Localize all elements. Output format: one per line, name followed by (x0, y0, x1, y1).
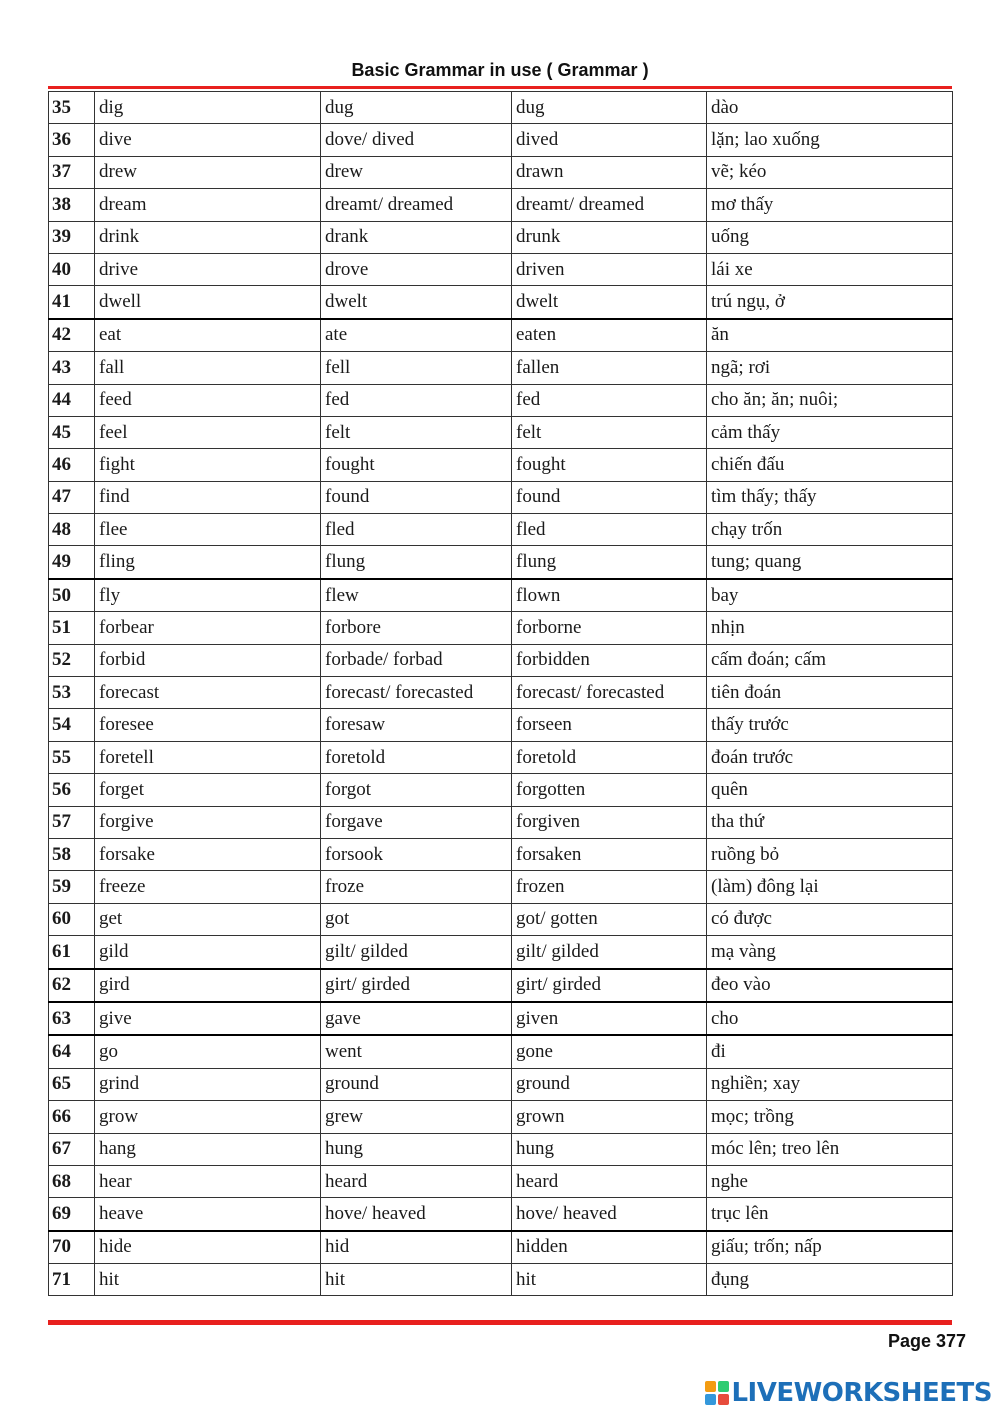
base-form-cell: drew (95, 156, 321, 188)
past-simple-cell: drank (321, 221, 512, 253)
past-participle-cell: hit (512, 1264, 707, 1296)
row-number-cell: 50 (49, 579, 95, 612)
past-participle-cell: hung (512, 1133, 707, 1165)
meaning-cell: bay (707, 579, 953, 612)
row-number-cell: 64 (49, 1035, 95, 1068)
past-simple-cell: froze (321, 871, 512, 903)
past-participle-cell: drunk (512, 221, 707, 253)
row-number-cell: 54 (49, 709, 95, 741)
row-number-cell: 68 (49, 1165, 95, 1197)
row-number-cell: 35 (49, 92, 95, 124)
meaning-cell: uống (707, 221, 953, 253)
row-number-cell: 62 (49, 969, 95, 1002)
base-form-cell: drink (95, 221, 321, 253)
past-participle-cell: gilt/ gilded (512, 936, 707, 969)
base-form-cell: forsake (95, 838, 321, 870)
row-number-cell: 60 (49, 903, 95, 935)
past-simple-cell: felt (321, 416, 512, 448)
past-simple-cell: went (321, 1035, 512, 1068)
row-number-cell: 55 (49, 741, 95, 773)
base-form-cell: drive (95, 253, 321, 285)
table-row (49, 546, 953, 579)
row-number-cell: 66 (49, 1101, 95, 1133)
past-participle-cell: forsaken (512, 838, 707, 870)
past-simple-cell: hid (321, 1231, 512, 1264)
past-simple-cell: gilt/ gilded (321, 936, 512, 969)
meaning-cell: dào (707, 92, 953, 124)
past-simple-cell: foretold (321, 741, 512, 773)
table-row (49, 579, 953, 612)
past-participle-cell: foretold (512, 741, 707, 773)
past-participle-cell: felt (512, 416, 707, 448)
table-row (49, 286, 953, 319)
meaning-cell: thấy trước (707, 709, 953, 741)
past-participle-cell: hove/ heaved (512, 1198, 707, 1231)
table-row (49, 612, 953, 644)
past-participle-cell: dreamt/ dreamed (512, 189, 707, 221)
past-participle-cell: fled (512, 514, 707, 546)
meaning-cell: giấu; trốn; nấp (707, 1231, 953, 1264)
past-simple-cell: got (321, 903, 512, 935)
past-simple-cell: forgave (321, 806, 512, 838)
table-row (49, 319, 953, 352)
past-simple-cell: hit (321, 1264, 512, 1296)
base-form-cell: hide (95, 1231, 321, 1264)
past-participle-cell: forseen (512, 709, 707, 741)
meaning-cell: tìm thấy; thấy (707, 481, 953, 513)
past-participle-cell: fought (512, 449, 707, 481)
row-number-cell: 40 (49, 253, 95, 285)
meaning-cell: mọc; trồng (707, 1101, 953, 1133)
base-form-cell: fling (95, 546, 321, 579)
row-number-cell: 58 (49, 838, 95, 870)
table-row (49, 741, 953, 773)
past-simple-cell: grew (321, 1101, 512, 1133)
past-participle-cell: hidden (512, 1231, 707, 1264)
base-form-cell: dive (95, 124, 321, 156)
base-form-cell: grow (95, 1101, 321, 1133)
row-number-cell: 36 (49, 124, 95, 156)
table-row (49, 871, 953, 903)
past-participle-cell: got/ gotten (512, 903, 707, 935)
meaning-cell: ngã; rơi (707, 352, 953, 384)
past-participle-cell: flung (512, 546, 707, 579)
row-number-cell: 46 (49, 449, 95, 481)
past-simple-cell: forgot (321, 774, 512, 806)
past-simple-cell: gave (321, 1002, 512, 1035)
past-simple-cell: drove (321, 253, 512, 285)
base-form-cell: get (95, 903, 321, 935)
meaning-cell: cho (707, 1002, 953, 1035)
past-simple-cell: flung (321, 546, 512, 579)
table-row (49, 806, 953, 838)
meaning-cell: mạ vàng (707, 936, 953, 969)
base-form-cell: flee (95, 514, 321, 546)
past-participle-cell: dived (512, 124, 707, 156)
meaning-cell: nghe (707, 1165, 953, 1197)
table-row (49, 221, 953, 253)
row-number-cell: 69 (49, 1198, 95, 1231)
row-number-cell: 70 (49, 1231, 95, 1264)
base-form-cell: freeze (95, 871, 321, 903)
row-number-cell: 44 (49, 384, 95, 416)
table-row (49, 253, 953, 285)
past-simple-cell: drew (321, 156, 512, 188)
past-simple-cell: heard (321, 1165, 512, 1197)
past-participle-cell: forbidden (512, 644, 707, 676)
row-number-cell: 57 (49, 806, 95, 838)
base-form-cell: feel (95, 416, 321, 448)
table-row (49, 1264, 953, 1296)
table-row (49, 1068, 953, 1100)
meaning-cell: đụng (707, 1264, 953, 1296)
past-participle-cell: dug (512, 92, 707, 124)
past-participle-cell: dwelt (512, 286, 707, 319)
irregular-verbs-table (48, 91, 953, 1296)
row-number-cell: 59 (49, 871, 95, 903)
past-simple-cell: forecast/ forecasted (321, 677, 512, 709)
table-row (49, 1133, 953, 1165)
meaning-cell: lặn; lao xuống (707, 124, 953, 156)
table-row (49, 1165, 953, 1197)
past-simple-cell: dreamt/ dreamed (321, 189, 512, 221)
past-simple-cell: ate (321, 319, 512, 352)
meaning-cell: mơ thấy (707, 189, 953, 221)
table-row (49, 416, 953, 448)
base-form-cell: find (95, 481, 321, 513)
past-participle-cell: driven (512, 253, 707, 285)
meaning-cell: đi (707, 1035, 953, 1068)
past-participle-cell: given (512, 1002, 707, 1035)
base-form-cell: feed (95, 384, 321, 416)
table-row (49, 124, 953, 156)
row-number-cell: 48 (49, 514, 95, 546)
base-form-cell: hit (95, 1264, 321, 1296)
table-row (49, 1035, 953, 1068)
past-simple-cell: hung (321, 1133, 512, 1165)
table-row (49, 677, 953, 709)
row-number-cell: 65 (49, 1068, 95, 1100)
table-row (49, 1198, 953, 1231)
past-participle-cell: forgiven (512, 806, 707, 838)
past-participle-cell: flown (512, 579, 707, 612)
past-participle-cell: gone (512, 1035, 707, 1068)
past-simple-cell: dwelt (321, 286, 512, 319)
liveworksheets-logo[interactable] (705, 1376, 992, 1410)
base-form-cell: hear (95, 1165, 321, 1197)
footer-rule (48, 1320, 952, 1325)
table-row (49, 903, 953, 935)
brand-name: LIVEWORKSHEETS (731, 1378, 992, 1408)
past-simple-cell: fled (321, 514, 512, 546)
base-form-cell: go (95, 1035, 321, 1068)
meaning-cell: cấm đoán; cấm (707, 644, 953, 676)
table-row (49, 936, 953, 969)
row-number-cell: 67 (49, 1133, 95, 1165)
past-participle-cell: drawn (512, 156, 707, 188)
meaning-cell: (làm) đông lại (707, 871, 953, 903)
row-number-cell: 63 (49, 1002, 95, 1035)
base-form-cell: hang (95, 1133, 321, 1165)
base-form-cell: dream (95, 189, 321, 221)
row-number-cell: 53 (49, 677, 95, 709)
past-simple-cell: hove/ heaved (321, 1198, 512, 1231)
meaning-cell: lái xe (707, 253, 953, 285)
past-simple-cell: girt/ girded (321, 969, 512, 1002)
meaning-cell: quên (707, 774, 953, 806)
meaning-cell: có được (707, 903, 953, 935)
base-form-cell: grind (95, 1068, 321, 1100)
meaning-cell: nghiền; xay (707, 1068, 953, 1100)
table-row (49, 1002, 953, 1035)
meaning-cell: đoán trước (707, 741, 953, 773)
table-row (49, 514, 953, 546)
page-title: Basic Grammar in use ( Grammar ) (351, 60, 649, 80)
meaning-cell: móc lên; treo lên (707, 1133, 953, 1165)
base-form-cell: forgive (95, 806, 321, 838)
meaning-cell: trú ngụ, ở (707, 286, 953, 319)
past-simple-cell: forbade/ forbad (321, 644, 512, 676)
past-simple-cell: fed (321, 384, 512, 416)
past-participle-cell: forgotten (512, 774, 707, 806)
table-row (49, 644, 953, 676)
past-participle-cell: forborne (512, 612, 707, 644)
past-simple-cell: ground (321, 1068, 512, 1100)
meaning-cell: đeo vào (707, 969, 953, 1002)
row-number-cell: 52 (49, 644, 95, 676)
table-row (49, 1231, 953, 1264)
base-form-cell: forbid (95, 644, 321, 676)
base-form-cell: eat (95, 319, 321, 352)
table-row (49, 156, 953, 188)
past-simple-cell: dove/ dived (321, 124, 512, 156)
base-form-cell: fight (95, 449, 321, 481)
past-simple-cell: flew (321, 579, 512, 612)
base-form-cell: gild (95, 936, 321, 969)
table-row (49, 709, 953, 741)
meaning-cell: tha thứ (707, 806, 953, 838)
past-participle-cell: grown (512, 1101, 707, 1133)
row-number-cell: 41 (49, 286, 95, 319)
row-number-cell: 47 (49, 481, 95, 513)
table-row (49, 481, 953, 513)
table-row (49, 189, 953, 221)
page-number: Page 377 (887, 1331, 966, 1351)
base-form-cell: foretell (95, 741, 321, 773)
base-form-cell: forecast (95, 677, 321, 709)
base-form-cell: give (95, 1002, 321, 1035)
past-participle-cell: fallen (512, 352, 707, 384)
meaning-cell: tiên đoán (707, 677, 953, 709)
base-form-cell: forget (95, 774, 321, 806)
meaning-cell: chạy trốn (707, 514, 953, 546)
table-row (49, 969, 953, 1002)
logo-squares-icon (705, 1381, 729, 1405)
base-form-cell: fly (95, 579, 321, 612)
row-number-cell: 45 (49, 416, 95, 448)
meaning-cell: trục lên (707, 1198, 953, 1231)
past-simple-cell: dug (321, 92, 512, 124)
past-simple-cell: fought (321, 449, 512, 481)
table-row (49, 449, 953, 481)
past-participle-cell: frozen (512, 871, 707, 903)
table-row (49, 92, 953, 124)
meaning-cell: cảm thấy (707, 416, 953, 448)
meaning-cell: ăn (707, 319, 953, 352)
row-number-cell: 38 (49, 189, 95, 221)
table-row (49, 352, 953, 384)
row-number-cell: 49 (49, 546, 95, 579)
past-participle-cell: heard (512, 1165, 707, 1197)
base-form-cell: forbear (95, 612, 321, 644)
meaning-cell: chiến đấu (707, 449, 953, 481)
row-number-cell: 43 (49, 352, 95, 384)
row-number-cell: 61 (49, 936, 95, 969)
base-form-cell: foresee (95, 709, 321, 741)
past-simple-cell: fell (321, 352, 512, 384)
base-form-cell: dwell (95, 286, 321, 319)
meaning-cell: nhịn (707, 612, 953, 644)
past-participle-cell: found (512, 481, 707, 513)
base-form-cell: gird (95, 969, 321, 1002)
meaning-cell: tung; quang (707, 546, 953, 579)
past-participle-cell: eaten (512, 319, 707, 352)
past-simple-cell: forbore (321, 612, 512, 644)
base-form-cell: fall (95, 352, 321, 384)
meaning-cell: cho ăn; ăn; nuôi; (707, 384, 953, 416)
past-participle-cell: ground (512, 1068, 707, 1100)
base-form-cell: heave (95, 1198, 321, 1231)
past-participle-cell: girt/ girded (512, 969, 707, 1002)
table-row (49, 774, 953, 806)
row-number-cell: 39 (49, 221, 95, 253)
table-row (49, 838, 953, 870)
meaning-cell: vẽ; kéo (707, 156, 953, 188)
table-row (49, 1101, 953, 1133)
header-rule (48, 86, 952, 89)
row-number-cell: 71 (49, 1264, 95, 1296)
meaning-cell: ruồng bỏ (707, 838, 953, 870)
past-simple-cell: forsook (321, 838, 512, 870)
past-simple-cell: found (321, 481, 512, 513)
row-number-cell: 56 (49, 774, 95, 806)
row-number-cell: 51 (49, 612, 95, 644)
row-number-cell: 37 (49, 156, 95, 188)
base-form-cell: dig (95, 92, 321, 124)
row-number-cell: 42 (49, 319, 95, 352)
past-participle-cell: fed (512, 384, 707, 416)
past-simple-cell: foresaw (321, 709, 512, 741)
past-participle-cell: forecast/ forecasted (512, 677, 707, 709)
table-row (49, 384, 953, 416)
